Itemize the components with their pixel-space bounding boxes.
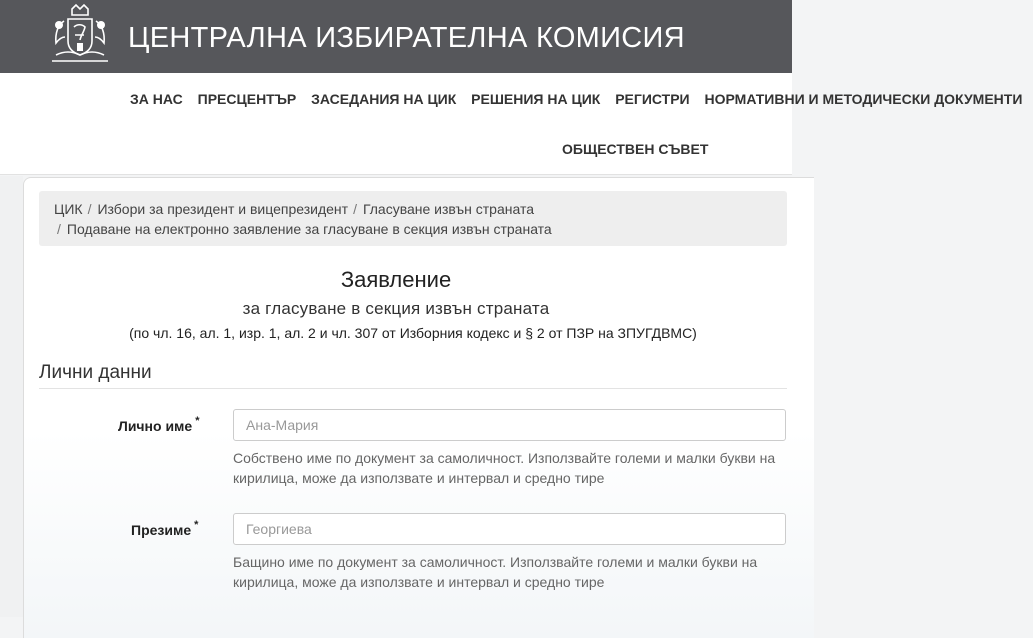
first-name-input[interactable] [233, 409, 786, 441]
middle-name-label [131, 519, 199, 538]
required-marker: * [194, 519, 199, 531]
site-header [0, 0, 792, 73]
nav-item-regulations[interactable]: НОРМАТИВНИ И МЕТОДИЧЕСКИ ДОКУМЕНТИ [704, 91, 1023, 107]
nav-item-sessions[interactable]: ЗАСЕДАНИЯ НА ЦИК [311, 91, 457, 107]
nav-item-about[interactable]: ЗА НАС [130, 91, 183, 107]
coat-of-arms-icon[interactable] [42, 3, 118, 67]
required-marker: * [195, 415, 200, 427]
nav-item-registers[interactable]: РЕГИСТРИ [615, 91, 690, 107]
main-nav [0, 73, 1023, 175]
form-title: Заявление [340, 267, 452, 292]
breadcrumb [39, 191, 787, 246]
breadcrumb-item-voting-abroad[interactable]: Гласуване извън страната [362, 201, 534, 217]
first-name-label-text: Лично име [118, 418, 193, 434]
section-divider [39, 388, 787, 389]
first-name-help: Собствено име по документ за самоличност. Използвайте големи и малки букви на кирилица, може да използвате и интервал и средно тире [233, 450, 776, 486]
first-name-label [118, 415, 200, 434]
middle-name-help: Бащино име по документ за самоличност. Използвайте големи и малки букви на кирилица, може да използвате и интервал и средно тире [233, 554, 758, 590]
site-title[interactable]: ЦЕНТРАЛНА ИЗБИРАТЕЛНА КОМИСИЯ [128, 22, 685, 54]
breadcrumb-separator: / [353, 201, 357, 217]
middle-name-input[interactable] [233, 513, 786, 545]
section-title-personal-data: Лични данни [39, 362, 152, 383]
page-gutter [0, 176, 23, 617]
nav-row [130, 91, 1033, 107]
nav-item-decisions[interactable]: РЕШЕНИЯ НА ЦИК [471, 91, 601, 107]
nav-item-public-council[interactable]: ОБЩЕСТВЕН СЪВЕТ [562, 141, 709, 157]
breadcrumb-item-cik[interactable]: ЦИК [54, 201, 83, 217]
breadcrumb-separator: / [57, 221, 61, 237]
breadcrumb-item-current: Подаване на електронно заявление за гласуване в секция извън страната [66, 221, 552, 237]
breadcrumb-item-elections[interactable]: Избори за президент и вицепрезидент [97, 201, 349, 217]
form-legal-basis: (по чл. 16, ал. 1, изр. 1, ал. 2 и чл. 307 от Изборния кодекс и § 2 от ПЗР на ЗПУГДВМС) [129, 325, 697, 341]
breadcrumb-separator: / [87, 201, 92, 217]
middle-name-label-text: Презиме [131, 522, 192, 538]
form-subtitle: за гласуване в секция извън страната [242, 299, 550, 318]
nav-item-press-center[interactable]: ПРЕСЦЕНТЪР [197, 91, 297, 107]
